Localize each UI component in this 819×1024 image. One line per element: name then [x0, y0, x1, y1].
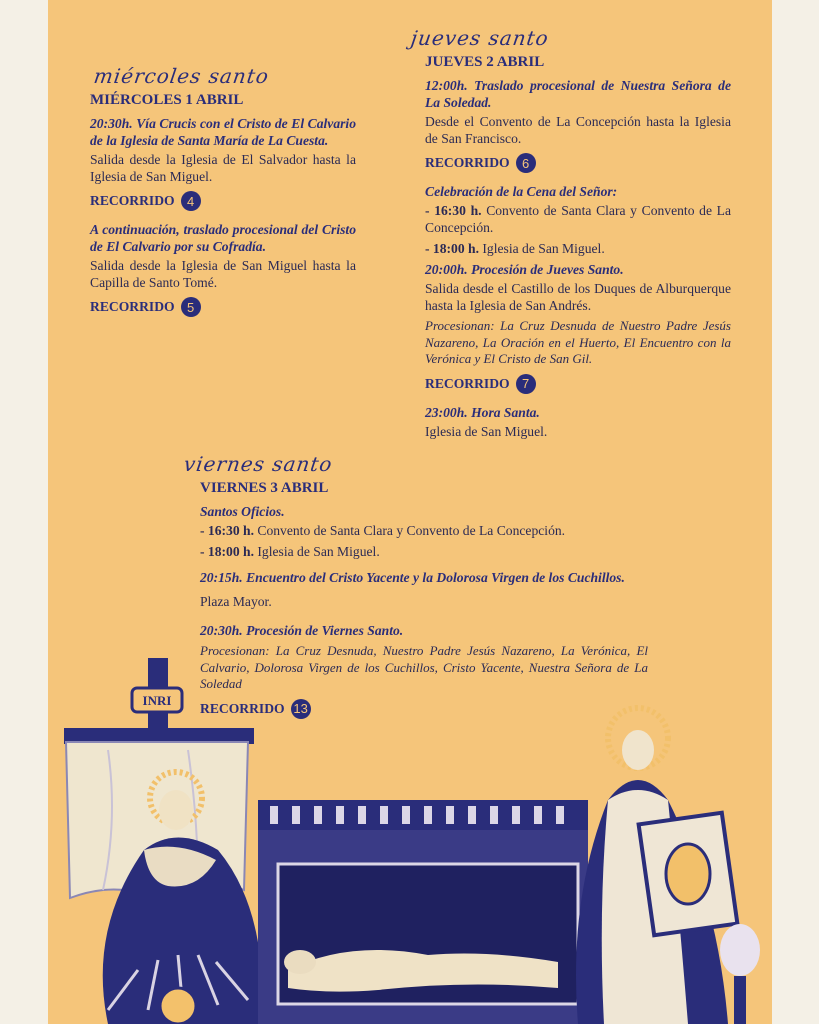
route-label: RECORRIDO [425, 155, 510, 170]
thursday-date: JUEVES 2 ABRIL [425, 54, 545, 70]
thursday-time-line-1 [425, 202, 731, 236]
route-number-badge: 7 [516, 374, 536, 394]
friday-script-title: viernes santo [182, 452, 335, 476]
thursday-script-title: jueves santo [409, 26, 551, 50]
route-number-badge: 4 [181, 191, 201, 211]
place: Convento de Santa Clara y Convento de La Concepción. [425, 203, 731, 235]
time: - 16:30 h. [200, 523, 254, 538]
wednesday-event-2: A continuación, traslado procesional del Cristo de El Calvario por su Cofradía. [90, 222, 356, 254]
route-label: RECORRIDO [90, 193, 175, 208]
route-number-badge: 6 [516, 153, 536, 173]
place: Iglesia de San Miguel. [479, 241, 605, 256]
friday-event-2-detail: Plaza Mayor. [200, 594, 272, 609]
thursday-section [409, 26, 731, 444]
thursday-time-line-2 [425, 240, 731, 257]
friday-event-2 [200, 566, 648, 614]
thursday-route-7 [425, 374, 731, 394]
cristo-yacente-urn [258, 800, 588, 1024]
friday-date: VIERNES 3 ABRIL [200, 480, 329, 496]
wednesday-event-1-detail: Salida desde la Iglesia de El Salvador hasta la Iglesia de San Miguel. [90, 152, 356, 184]
thursday-event-1: 12:00h. Traslado procesional de Nuestra Señora de La Soledad. [425, 78, 731, 110]
route-label: RECORRIDO [90, 299, 175, 314]
thursday-event-3-processions: Procesionan: La Cruz Desnuda de Nuestro Padre Jesús Nazareno, La Oración en el Huerto, El Encuentro con la Verónica y El Cristo de San Gil. [425, 318, 731, 366]
route-number-badge: 13 [291, 699, 311, 719]
place: Convento de Santa Clara y Convento de La Concepción. [254, 523, 566, 538]
thursday-event-4: 23:00h. Hora Santa. [425, 404, 540, 420]
friday-event-3: 20:30h. Procesión de Viernes Santo. [200, 623, 404, 638]
wednesday-script-title: miércoles santo [92, 64, 271, 88]
thursday-event-1-detail: Desde el Convento de La Concepción hasta la Iglesia de San Francisco. [425, 114, 731, 146]
friday-time-line-1 [200, 522, 648, 539]
friday-event-3-processions: Procesionan: La Cruz Desnuda, Nuestro Padre Jesús Nazareno, La Verónica, El Calvario, Dolorosa Virgen de los Cuchillos, Cristo Yacente, Nuestra Señora de La Soledad [200, 643, 648, 691]
route-label: RECORRIDO [200, 700, 285, 716]
friday-event-2-title: 20:15h. Encuentro del Cristo Yacente y la Dolorosa Virgen de los Cuchillos. [200, 570, 625, 585]
time: - 18:00 h. [200, 544, 254, 559]
thursday-event-4-detail: Iglesia de San Miguel. [425, 423, 548, 439]
inri-plaque: INRI [142, 693, 172, 708]
wednesday-route-4 [90, 191, 356, 211]
time: - 18:00 h. [425, 241, 479, 256]
soledad-figure [576, 708, 737, 1024]
thursday-event-3-detail: Salida desde el Castillo de los Duques de Alburquerque hasta la Iglesia de San Andrés. [425, 281, 731, 313]
thursday-event-3: 20:00h. Procesión de Jueves Santo. [425, 262, 624, 277]
thursday-event-2: Celebración de la Cena del Señor: [425, 184, 618, 199]
processional-images-illustration [48, 650, 772, 1024]
wednesday-section [90, 64, 356, 327]
friday-time-line-2 [200, 543, 648, 560]
route-number-badge: 5 [181, 297, 201, 317]
friday-event-1: Santos Oficios. [200, 504, 285, 519]
thursday-route-6 [425, 153, 731, 173]
route-label: RECORRIDO [425, 375, 510, 391]
time: - 16:30 h. [425, 203, 482, 218]
wednesday-event-2-detail: Salida desde la Iglesia de San Miguel hasta la Capilla de Santo Tomé. [90, 258, 356, 290]
wednesday-date: MIÉRCOLES 1 ABRIL [90, 92, 244, 108]
program-page [48, 0, 772, 1024]
wednesday-route-5 [90, 297, 356, 317]
place: Iglesia de San Miguel. [254, 544, 380, 559]
wednesday-event-1: 20:30h. Vía Crucis con el Cristo de El Calvario de la Iglesia de Santa María de La Cuesta. [90, 116, 356, 148]
